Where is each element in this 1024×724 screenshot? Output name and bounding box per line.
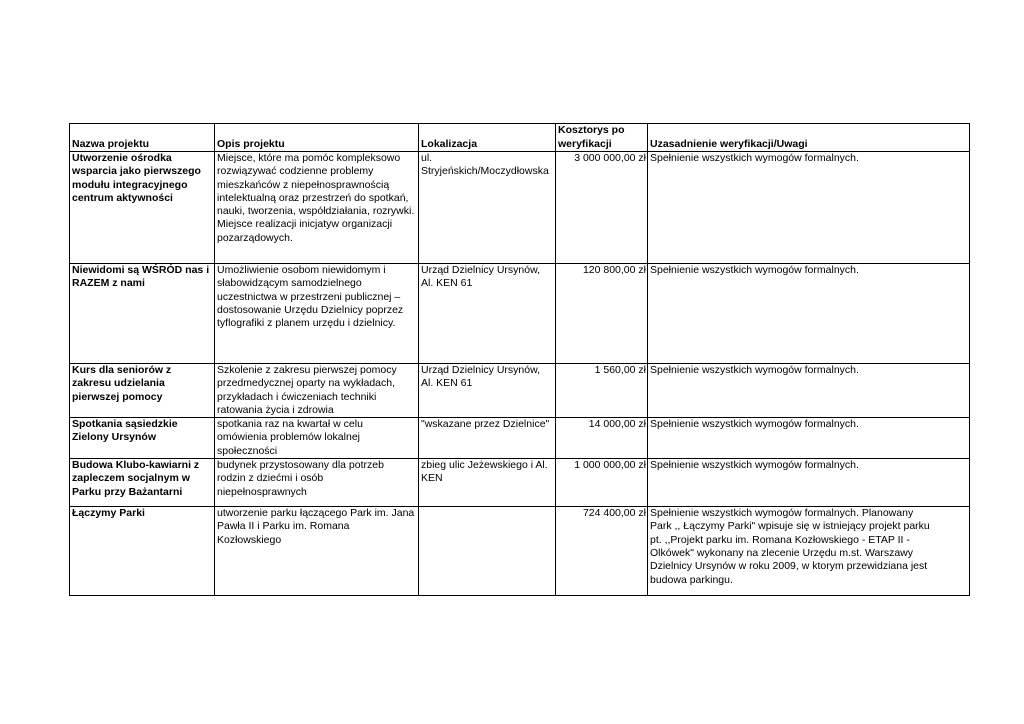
- header-description: Opis projektu: [215, 124, 419, 152]
- header-notes: Uzasadnienie weryfikacji/Uwagi: [648, 124, 970, 152]
- cell-description-line: niepełnosprawnych: [217, 485, 307, 498]
- cell-notes: [648, 364, 970, 418]
- cell-cost: 120 800,00 zł: [556, 264, 648, 364]
- cell-description-line: Kozłowskiego: [217, 533, 282, 546]
- cell-cost: 724 400,00 zł: [556, 507, 648, 596]
- cell-name-line: Zielony Ursynów: [72, 431, 157, 444]
- cell-location-line: KEN: [421, 472, 443, 485]
- cell-location-line: Al. KEN 61: [421, 277, 473, 290]
- header-name: Nazwa projektu: [70, 124, 215, 152]
- cell-cost: 3 000 000,00 zł: [556, 152, 648, 264]
- cell-cost: 1 560,00 zł: [556, 364, 648, 418]
- cell-notes-line: budowa parkingu.: [650, 573, 733, 586]
- cell-description-line: tyflografiki z planem urzędu i dzielnicy.: [217, 317, 396, 330]
- cell-notes: [648, 459, 970, 507]
- cell-description-line: Pawła II i Parku im. Romana: [217, 520, 350, 533]
- cell-name-line: Kurs dla seniorów z: [72, 364, 172, 376]
- table-row: [70, 264, 970, 364]
- cell-notes-line: Olkówek" wykonany na zlecenie Urzędu m.st. Warszawy: [650, 547, 914, 560]
- cell-name-line: RAZEM z nami: [72, 277, 145, 290]
- cell-description-line: Szkolenie z zakresu pierwszej pomocy: [217, 364, 397, 376]
- cell-description-line: omówienia problemów lokalnej: [217, 431, 360, 444]
- header-cost-line: Kosztorys po: [558, 124, 625, 137]
- cell-notes: [648, 507, 970, 596]
- cell-location: [419, 264, 556, 364]
- cell-name-line: Budowa Klubo-kawiarni z: [72, 459, 200, 472]
- cell-name: [70, 418, 215, 459]
- cell-description: [215, 364, 419, 418]
- cell-description-line: Umożliwienie osobom niewidomym i: [217, 264, 386, 276]
- cell-location: [419, 152, 556, 264]
- cell-location-line: Urząd Dzielnicy Ursynów,: [421, 364, 541, 376]
- cell-notes-line: Spełnienie wszystkich wymogów formalnych.: [650, 152, 859, 164]
- cell-description-line: pozarządowych.: [217, 231, 293, 244]
- cell-description-line: słabowidzącym samodzielnego: [217, 277, 362, 290]
- header-row: [70, 124, 970, 152]
- table-row: [70, 459, 970, 507]
- cell-name: [70, 364, 215, 418]
- cell-description-line: spotkania raz na kwartał w celu: [217, 418, 363, 431]
- cell-description-line: utworzenie parku łączącego Park im. Jana: [217, 507, 415, 520]
- cell-name: [70, 459, 215, 507]
- cell-description-line: ratowania życia i zdrowia: [217, 403, 334, 416]
- cell-description-line: mieszkańców z niepełnosprawnością: [217, 178, 390, 191]
- cell-notes-line: Spełnienie wszystkich wymogów formalnych.: [650, 364, 859, 376]
- cell-location-line: Al. KEN 61: [421, 377, 473, 390]
- cell-name-line: Utworzenie ośrodka: [72, 152, 172, 164]
- cell-location: [419, 459, 556, 507]
- cell-description-line: przykładach i ćwiczeniach techniki: [217, 390, 377, 403]
- cell-location: [419, 418, 556, 459]
- cell-description-line: intelektualną oraz przestrzeń do spotkań,: [217, 191, 409, 204]
- cell-notes-line: Spełnienie wszystkich wymogów formalnych.: [650, 459, 859, 472]
- cell-description: [215, 459, 419, 507]
- cell-name-line: Spotkania sąsiedzkie: [72, 418, 178, 431]
- table-row: [70, 364, 970, 418]
- header-location: Lokalizacja: [419, 124, 556, 152]
- cell-description: [215, 418, 419, 459]
- cell-description: [215, 264, 419, 364]
- cell-cost: 1 000 000,00 zł: [556, 459, 648, 507]
- cell-description-line: uczestnictwa w przestrzeni publicznej –: [217, 290, 401, 303]
- cell-notes: [648, 152, 970, 264]
- cell-location-line: Stryjeńskich/Moczydłowska: [421, 165, 549, 178]
- cell-description-line: dostosowanie Urzędu Dzielnicy poprzez: [217, 303, 404, 316]
- cell-name-line: wsparcia jako pierwszego: [72, 165, 201, 178]
- cell-notes-line: Park ,, Łączymy Parki" wpisuje się w istniejący projekt parku: [650, 520, 930, 533]
- cell-notes: [648, 264, 970, 364]
- cell-name: [70, 264, 215, 364]
- cell-name-line: zakresu udzielania: [72, 377, 165, 390]
- cell-description: [215, 152, 419, 264]
- cell-name-line: Niewidomi są WŚRÓD nas i: [72, 264, 210, 276]
- cell-location-line: Urząd Dzielnicy Ursynów,: [421, 264, 541, 276]
- cell-location-line: ul.: [421, 152, 433, 164]
- cell-location-line: "wskazane przez Dzielnice": [421, 418, 550, 431]
- cell-description: [215, 507, 419, 596]
- cell-name-line: Parku przy Bażantarni: [72, 485, 183, 498]
- table-row: [70, 418, 970, 459]
- cell-name: [70, 507, 215, 596]
- cell-notes-line: pt. ,,Projekt parku im. Romana Kozłowskiego - ETAP II -: [650, 533, 910, 546]
- projects-table: [69, 123, 970, 596]
- cell-name-line: modułu integracyjnego: [72, 178, 188, 191]
- cell-location: [419, 364, 556, 418]
- table-row: [70, 507, 970, 596]
- cell-notes-line: Spełnienie wszystkich wymogów formalnych. Planowany: [650, 507, 914, 520]
- cell-description-line: rozwiązywać codzienne problemy: [217, 165, 374, 178]
- cell-location-line: zbieg ulic Jeżewskiego i Al.: [421, 459, 548, 472]
- cell-notes: [648, 418, 970, 459]
- cell-cost: 14 000,00 zł: [556, 418, 648, 459]
- cell-description-line: budynek przystosowany dla potrzeb: [217, 459, 384, 472]
- cell-description-line: przedmedycznej oparty na wykładach,: [217, 377, 396, 390]
- cell-name-line: Łączymy Parki: [72, 507, 145, 520]
- cell-description-line: nauki, tworzenia, współdziałania, rozrywki.: [217, 205, 415, 218]
- cell-location: [419, 507, 556, 596]
- header-cost-line: weryfikacji: [558, 137, 612, 150]
- cell-name-line: pierwszej pomocy: [72, 390, 163, 403]
- cell-description-line: społeczności: [217, 444, 278, 457]
- cell-description-line: rodzin z dziećmi i osób: [217, 472, 324, 485]
- cell-notes-line: Spełnienie wszystkich wymogów formalnych.: [650, 264, 859, 276]
- cell-name-line: centrum aktywności: [72, 191, 173, 204]
- cell-name-line: zapleczem socjalnym w: [72, 472, 190, 485]
- cell-description-line: Miejsce, które ma pomóc kompleksowo: [217, 152, 401, 164]
- cell-description-line: Miejsce realizacji inicjatyw organizacji: [217, 218, 393, 231]
- table-row: [70, 152, 970, 264]
- cell-name: [70, 152, 215, 264]
- cell-notes-line: Spełnienie wszystkich wymogów formalnych.: [650, 418, 859, 431]
- header-cost: [556, 124, 648, 152]
- cell-notes-line: Dzielnicy Ursynów w roku 2009, w ktorym przewidziana jest: [650, 560, 928, 573]
